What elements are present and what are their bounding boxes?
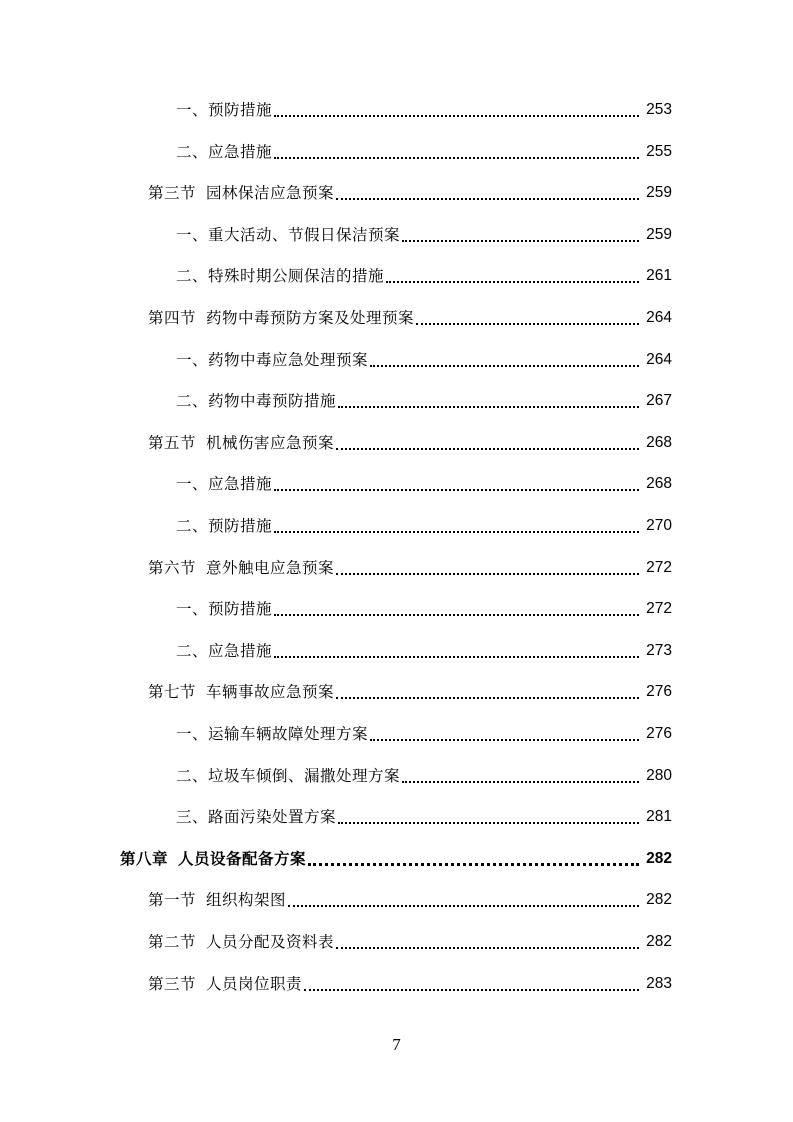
toc-entry[interactable] [176, 513, 672, 537]
toc-entry-label: 一、重大活动、节假日保洁预案 [176, 225, 401, 244]
toc-entry-title [176, 515, 272, 537]
toc-entry-label: 二、特殊时期公厕保洁的措施 [176, 267, 385, 286]
toc-entry-label: 一、药物中毒应急处理预案 [176, 350, 369, 369]
toc-entry-page: 281 [646, 808, 672, 826]
dot-leader [274, 521, 639, 533]
toc-entry-label: 二、应急措施 [176, 641, 273, 660]
toc-entry-title [148, 432, 334, 454]
toc-entry-page: 272 [646, 558, 672, 576]
toc-entry-label: 组织构架图 [206, 891, 287, 910]
toc-entry-label: 药物中毒预防方案及处理预案 [206, 309, 415, 327]
toc-entry-number: 第七节 [148, 683, 197, 702]
toc-entry-page: 268 [646, 433, 672, 451]
toc-entry[interactable] [176, 263, 672, 287]
toc-entry-label: 机械伤害应急预案 [206, 433, 335, 452]
toc-entry-label: 一、运输车辆故障处理方案 [176, 725, 369, 743]
toc-entry-title [176, 349, 368, 371]
toc-entry-label: 意外触电应急预案 [206, 558, 335, 577]
toc-entry-title [176, 723, 368, 745]
toc-entry[interactable] [176, 139, 672, 163]
toc-entry[interactable] [176, 721, 672, 745]
dot-leader [416, 313, 639, 325]
toc-entry-title [148, 973, 302, 995]
toc-entry[interactable] [148, 555, 672, 579]
dot-leader [386, 271, 639, 283]
toc-entry[interactable] [176, 638, 672, 662]
toc-entry-page: 270 [646, 517, 672, 534]
dot-leader [338, 812, 639, 824]
dot-leader [274, 147, 639, 159]
dot-leader [370, 355, 639, 367]
toc-entry-number: 第三节 [148, 974, 197, 993]
toc-entry-page: 267 [646, 392, 672, 410]
toc-entry-label: 园林保洁应急预案 [206, 184, 335, 203]
toc-entry-page: 264 [646, 350, 672, 368]
page-number: 7 [392, 1035, 401, 1054]
toc-entry[interactable] [176, 804, 672, 828]
dot-leader [274, 105, 639, 117]
toc-entry-number: 第六节 [148, 558, 197, 577]
dot-leader [336, 937, 639, 949]
toc-entry-title [176, 224, 400, 246]
toc-entry-title [176, 141, 272, 163]
toc-entry-page: 283 [646, 974, 672, 992]
dot-leader [308, 853, 639, 866]
toc-entry-page: 261 [646, 267, 672, 285]
toc-entry-label: 二、应急措施 [176, 142, 273, 161]
dot-leader [370, 729, 639, 741]
toc-entry-label: 一、预防措施 [176, 101, 273, 119]
toc-entry-number: 第五节 [148, 433, 197, 452]
toc-entry-page: 264 [646, 309, 672, 326]
toc-entry-label: 二、预防措施 [176, 517, 273, 535]
toc-entry-title [176, 640, 272, 662]
toc-entry-title [176, 473, 272, 495]
toc-entry[interactable] [148, 180, 672, 204]
dot-leader [304, 979, 639, 991]
toc-entry[interactable] [148, 430, 672, 454]
toc-entry-page: 280 [646, 766, 672, 784]
toc-entry-page: 282 [646, 891, 672, 909]
dot-leader [336, 188, 639, 200]
dot-leader [274, 646, 639, 658]
toc-entry[interactable] [148, 679, 672, 703]
toc-entry-label: 二、垃圾车倾倒、漏撒处理方案 [176, 766, 401, 785]
toc-entry[interactable] [148, 971, 672, 995]
dot-leader [288, 895, 639, 907]
toc-entry-page: 253 [646, 101, 672, 118]
toc-entry-page: 268 [646, 475, 672, 493]
toc-entry-title [120, 848, 306, 870]
toc-entry-label: 一、预防措施 [176, 600, 273, 619]
toc-entry-page: 255 [646, 142, 672, 160]
toc-entry-label: 车辆事故应急预案 [206, 683, 335, 702]
toc-entry-number: 第三节 [148, 184, 197, 203]
toc-entry[interactable] [120, 846, 672, 870]
dot-leader [336, 438, 639, 450]
toc-entry-page: 273 [646, 641, 672, 659]
toc-entry-page: 259 [646, 184, 672, 202]
toc-entry-title [148, 931, 334, 953]
toc-entry-number: 第一节 [148, 891, 197, 910]
dot-leader [402, 230, 639, 242]
toc-entry-label: 人员分配及资料表 [206, 933, 335, 951]
toc-entry-page: 272 [646, 600, 672, 618]
toc-entry-title [176, 265, 384, 287]
toc-entry-title [148, 681, 334, 703]
toc-entry[interactable] [176, 97, 672, 121]
dot-leader [274, 479, 639, 491]
toc-entry-label: 人员设备配备方案 [178, 848, 307, 868]
toc-entry-page: 276 [646, 725, 672, 742]
dot-leader [336, 563, 639, 575]
toc-entry[interactable] [176, 763, 672, 787]
toc-entry-label: 二、药物中毒预防措施 [176, 392, 337, 411]
toc-entry[interactable] [176, 388, 672, 412]
toc-entry[interactable] [176, 222, 672, 246]
toc-entry-title [148, 557, 334, 579]
toc-entry[interactable] [148, 305, 672, 329]
toc-entry-page: 282 [646, 849, 672, 867]
toc-entry-page: 282 [646, 933, 672, 950]
toc-entry-label: 人员岗位职责 [206, 974, 303, 993]
toc-entry-title [176, 806, 336, 828]
toc-entry-number: 第四节 [148, 309, 197, 327]
toc-entry-label: 一、应急措施 [176, 475, 273, 494]
toc-entry-title [176, 765, 400, 787]
toc-entry-page: 259 [646, 225, 672, 243]
toc-entry-title [176, 99, 272, 121]
dot-leader [274, 604, 639, 616]
toc-entry-title [148, 182, 334, 204]
toc-entry-number: 第二节 [148, 933, 197, 951]
toc-entry[interactable] [176, 471, 672, 495]
dot-leader [402, 771, 639, 783]
toc-entry[interactable] [176, 596, 672, 620]
dot-leader [336, 687, 639, 699]
toc-entry-label: 三、路面污染处置方案 [176, 808, 337, 827]
toc-entry-title [176, 598, 272, 620]
toc-entry[interactable] [148, 929, 672, 953]
toc-entry-title [148, 889, 286, 911]
toc-entry[interactable] [176, 347, 672, 371]
toc-entry-number: 第八章 [120, 848, 169, 868]
toc-entry-page: 276 [646, 683, 672, 701]
dot-leader [338, 396, 639, 408]
toc-entry-title [148, 307, 414, 329]
toc-entry-title [176, 390, 336, 412]
toc-entry[interactable] [148, 887, 672, 911]
